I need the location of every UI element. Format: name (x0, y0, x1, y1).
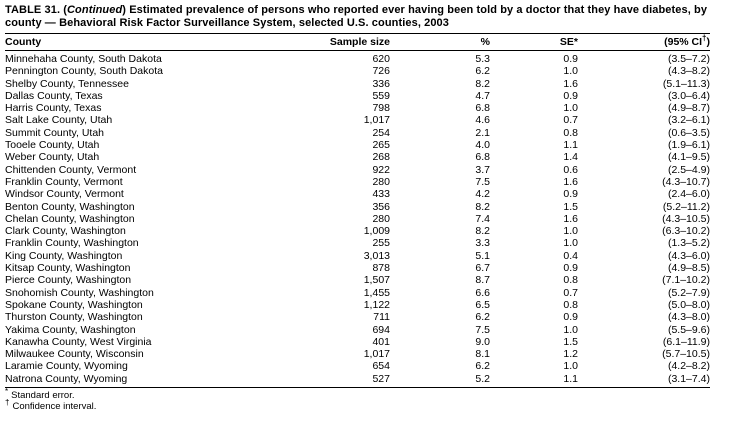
footnote-confidence-interval-text: Confidence interval. (12, 401, 97, 413)
cell-county: Tooele County, Utah (5, 139, 100, 152)
cell-ci: (4.9–8.5) (667, 262, 710, 275)
cell-ci: (4.1–9.5) (667, 151, 710, 164)
cell-se: 1.0 (563, 237, 578, 250)
cell-se: 1.0 (563, 360, 578, 373)
cell-sample-size: 1,122 (363, 298, 390, 311)
cell-se: 1.4 (563, 151, 578, 164)
cell-se: 1.6 (563, 77, 578, 90)
cell-sample-size: 254 (372, 126, 390, 139)
cell-percent: 5.3 (475, 53, 490, 65)
cell-se: 0.9 (563, 89, 578, 102)
table-body (5, 51, 710, 386)
cell-se: 1.1 (563, 139, 578, 152)
cell-county: Pennington County, South Dakota (5, 65, 163, 78)
cell-sample-size: 255 (372, 237, 390, 250)
cell-ci: (5.2–11.2) (662, 200, 710, 213)
col-header-sample-size: Sample size (300, 34, 390, 51)
cell-ci: (4.9–8.7) (667, 102, 710, 115)
cell-percent: 7.5 (475, 175, 490, 188)
cell-percent: 7.5 (475, 323, 490, 336)
cell-county: Windsor County, Vermont (5, 188, 124, 201)
cell-county: Snohomish County, Washington (5, 286, 154, 299)
cell-ci: (6.3–10.2) (662, 225, 710, 238)
table-row (5, 176, 710, 188)
cell-county: Benton County, Washington (5, 200, 135, 213)
cell-percent: 6.8 (475, 102, 490, 115)
cell-county: Franklin County, Vermont (5, 175, 123, 188)
cell-sample-size: 280 (372, 212, 390, 225)
cell-se: 0.8 (563, 274, 578, 287)
table-row (5, 250, 710, 262)
table-row (5, 201, 710, 213)
cell-county: Chittenden County, Vermont (5, 163, 137, 176)
cell-se: 0.9 (563, 311, 578, 324)
cell-percent: 8.2 (475, 77, 490, 90)
table-row (5, 127, 710, 139)
cell-percent: 8.7 (475, 274, 490, 287)
cell-sample-size: 878 (372, 262, 390, 275)
cell-se: 1.2 (563, 348, 578, 361)
cell-percent: 3.7 (475, 163, 490, 176)
col-header-percent: % (390, 34, 490, 51)
cell-se: 0.8 (563, 126, 578, 139)
cell-percent: 5.1 (475, 249, 490, 262)
cell-county: Laramie County, Wyoming (5, 360, 128, 373)
cell-ci: (6.1–11.9) (662, 335, 710, 348)
cell-county: Weber County, Utah (5, 151, 100, 164)
cell-se: 0.9 (563, 53, 578, 65)
table-row (5, 336, 710, 348)
cell-ci: (2.4–6.0) (667, 188, 710, 201)
cell-sample-size: 711 (373, 311, 390, 324)
cell-ci: (3.5–7.2) (667, 53, 710, 65)
cell-county: Pierce County, Washington (5, 274, 132, 287)
cell-ci: (1.3–5.2) (667, 237, 710, 250)
cell-sample-size: 401 (372, 335, 390, 348)
header-row (5, 34, 710, 51)
cell-sample-size: 1,017 (363, 114, 390, 127)
cell-percent: 3.3 (475, 237, 490, 250)
cell-ci: (4.3–6.0) (667, 249, 710, 262)
cell-sample-size: 527 (372, 372, 390, 385)
cell-county: Thurston County, Washington (5, 311, 143, 324)
cell-county: Kanawha County, West Virginia (5, 335, 152, 348)
prevalence-table (5, 33, 710, 385)
cell-county: Summit County, Utah (5, 126, 105, 139)
cell-sample-size: 356 (372, 200, 390, 213)
cell-se: 1.6 (563, 175, 578, 188)
cell-county: King County, Washington (5, 249, 123, 262)
cell-percent: 6.6 (475, 286, 490, 299)
cell-ci: (5.2–7.9) (667, 286, 710, 299)
ci-header-dagger: † (702, 33, 707, 43)
cell-se: 1.6 (563, 212, 578, 225)
cell-ci: (4.3–8.0) (667, 311, 710, 324)
table-row (5, 287, 710, 299)
footnote-standard-error (5, 386, 733, 402)
cell-sample-size: 280 (372, 175, 390, 188)
table-title (5, 4, 727, 30)
cell-sample-size: 336 (372, 77, 390, 90)
cell-ci: (5.7–10.5) (662, 348, 710, 361)
cell-percent: 6.8 (475, 151, 490, 164)
table-row (5, 78, 710, 90)
table-row (5, 299, 710, 311)
cell-sample-size: 559 (372, 89, 390, 102)
table-row (5, 188, 710, 200)
cell-ci: (2.5–4.9) (667, 163, 710, 176)
cell-percent: 5.2 (475, 372, 490, 385)
cell-percent: 4.7 (475, 89, 490, 102)
table-row (5, 373, 710, 385)
footnote-confidence-interval (5, 397, 733, 413)
table-title-prefix: TABLE 31. ( (5, 4, 68, 16)
cell-ci: (4.3–10.5) (662, 212, 710, 225)
cell-percent: 2.1 (475, 126, 490, 139)
cell-se: 1.0 (563, 323, 578, 336)
cell-percent: 4.6 (475, 114, 490, 127)
footnote-standard-error-text: Standard error. (11, 390, 75, 402)
cell-county: Clark County, Washington (5, 225, 126, 238)
cell-percent: 4.0 (475, 139, 490, 152)
table-row (5, 65, 710, 77)
table-row (5, 102, 710, 114)
cell-se: 1.0 (563, 65, 578, 78)
cell-percent: 8.2 (475, 200, 490, 213)
cell-sample-size: 1,017 (363, 348, 390, 361)
cell-se: 0.9 (563, 262, 578, 275)
cell-se: 1.5 (563, 335, 578, 348)
cell-ci: (4.2–8.2) (667, 360, 710, 373)
ci-header-text: (95% CI (664, 36, 703, 48)
cell-ci: (5.0–8.0) (667, 298, 710, 311)
cell-se: 1.0 (563, 102, 578, 115)
cell-percent: 6.2 (475, 360, 490, 373)
cell-se: 0.4 (563, 249, 578, 262)
cell-ci: (3.0–6.4) (667, 89, 710, 102)
cell-county: Dallas County, Texas (5, 89, 103, 102)
table-row (5, 324, 710, 336)
cell-se: 1.1 (563, 372, 578, 385)
col-header-se: SE* (490, 34, 578, 51)
cell-county: Salt Lake County, Utah (5, 114, 113, 127)
ci-header-close: ) (706, 36, 710, 48)
cell-sample-size: 265 (372, 139, 390, 152)
cell-percent: 9.0 (475, 335, 490, 348)
cell-county: Minnehaha County, South Dakota (5, 53, 162, 65)
cell-percent: 6.7 (475, 262, 490, 275)
cell-county: Milwaukee County, Wisconsin (5, 348, 144, 361)
col-header-ci (578, 34, 710, 51)
cell-county: Yakima County, Washington (5, 323, 136, 336)
table-row (5, 114, 710, 126)
cell-se: 0.9 (563, 188, 578, 201)
cell-sample-size: 1,009 (363, 225, 390, 238)
cell-ci: (3.2–6.1) (667, 114, 710, 127)
cell-ci: (5.1–11.3) (662, 77, 710, 90)
cell-se: 0.6 (563, 163, 578, 176)
cell-ci: (0.6–3.5) (667, 126, 710, 139)
cell-county: Franklin County, Washington (5, 237, 139, 250)
table-row (5, 213, 710, 225)
cell-ci: (4.3–10.7) (662, 175, 710, 188)
cell-percent: 6.2 (475, 65, 490, 78)
table-row (5, 90, 710, 102)
cell-county: Shelby County, Tennessee (5, 77, 129, 90)
cell-sample-size: 433 (372, 188, 390, 201)
cell-percent: 8.1 (475, 348, 490, 361)
cell-county: Chelan County, Washington (5, 212, 135, 225)
table-row (5, 311, 710, 323)
cell-sample-size: 654 (372, 360, 390, 373)
cell-ci: (1.9–6.1) (667, 139, 710, 152)
cell-se: 0.8 (563, 298, 578, 311)
table-row (5, 139, 710, 151)
table-row (5, 274, 710, 286)
cell-ci: (3.1–7.4) (667, 372, 710, 385)
cell-ci: (7.1–10.2) (662, 274, 710, 287)
table-title-continued: Continued (67, 4, 123, 16)
cell-se: 0.7 (563, 286, 578, 299)
table-row (5, 360, 710, 372)
cell-ci: (5.5–9.6) (667, 323, 710, 336)
col-header-county: County (5, 34, 300, 51)
cell-sample-size: 726 (372, 65, 390, 78)
footnote-asterisk-marker: * (5, 386, 9, 396)
cell-sample-size: 798 (372, 102, 390, 115)
table-title-text: ) Estimated prevalence of persons who reported ever having been told by a doctor that they have diabetes, by county — Behavioral Risk Factor Surveillance System, selected U.S. counties, 2003 (5, 4, 708, 29)
cell-percent: 8.2 (475, 225, 490, 238)
cell-percent: 4.2 (475, 188, 490, 201)
cell-county: Natrona County, Wyoming (5, 372, 128, 385)
cell-sample-size: 3,013 (363, 249, 390, 262)
table-row (5, 237, 710, 249)
cell-percent: 7.4 (475, 212, 490, 225)
cell-ci: (4.3–8.2) (667, 65, 710, 78)
cell-sample-size: 1,507 (363, 274, 390, 287)
cell-county: Spokane County, Washington (5, 298, 143, 311)
cell-sample-size: 620 (372, 53, 390, 65)
cell-sample-size: 922 (372, 163, 390, 176)
footnotes (5, 388, 733, 412)
table-row (5, 262, 710, 274)
cell-se: 1.0 (563, 225, 578, 238)
footnote-dagger-marker: † (5, 397, 10, 407)
cell-sample-size: 1,455 (363, 286, 390, 299)
cell-percent: 6.5 (475, 298, 490, 311)
cell-se: 1.5 (563, 200, 578, 213)
table-row (5, 151, 710, 163)
cell-sample-size: 268 (372, 151, 390, 164)
table-row (5, 164, 710, 176)
table-row (5, 225, 710, 237)
cell-sample-size: 694 (372, 323, 390, 336)
cell-county: Harris County, Texas (5, 102, 102, 115)
table-row (5, 51, 710, 66)
table-row (5, 348, 710, 360)
cell-county: Kitsap County, Washington (5, 262, 131, 275)
cell-se: 0.7 (563, 114, 578, 127)
cell-percent: 6.2 (475, 311, 490, 324)
